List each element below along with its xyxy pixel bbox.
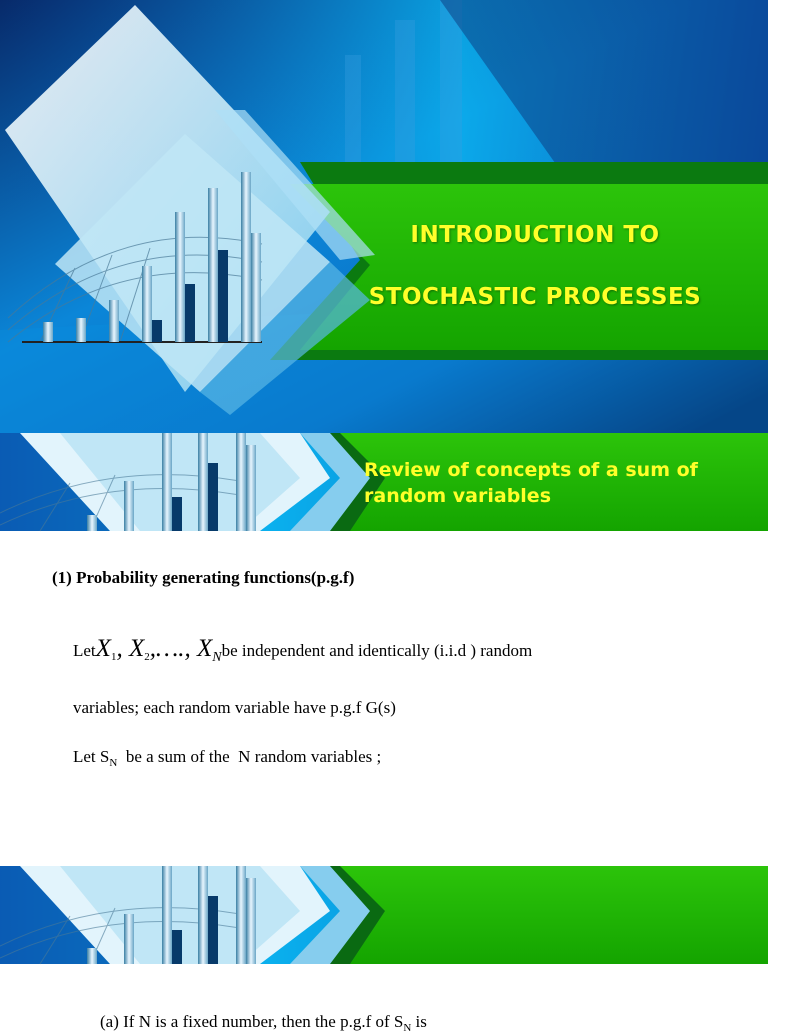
separator: ,	[116, 635, 129, 662]
subscript-2: 2	[144, 651, 150, 663]
x-variable-2: X	[128, 635, 145, 662]
review-slide	[0, 433, 768, 866]
slide-banner	[0, 866, 768, 964]
slide-banner	[0, 433, 768, 531]
let-statement-rest: be independent and identically (i.i.d ) random	[221, 641, 533, 660]
random-variable-sequence	[95, 635, 222, 665]
ellipsis: ,….,	[149, 635, 197, 662]
title-slide-background	[0, 0, 768, 433]
banner-graphic	[0, 866, 768, 964]
sum-statement	[73, 747, 381, 769]
subscript-1: 1	[110, 651, 117, 663]
fixed-n-statement	[100, 1012, 427, 1034]
let-statement	[73, 635, 532, 666]
title-line-1: INTRODUCTION TO	[410, 222, 660, 248]
let-word: Let	[73, 641, 96, 660]
fixed-n-slide	[0, 866, 768, 1034]
fixed-n-suffix: is	[411, 1012, 427, 1031]
section-heading: (1) Probability generating functions(p.g.f)	[52, 568, 355, 587]
fixed-n-prefix: (a) If N is a fixed number, then the p.g.f of S	[100, 1012, 404, 1031]
title-slide	[0, 0, 768, 433]
subscript-n: N	[212, 650, 222, 665]
title-line-2: STOCHASTIC PROCESSES	[368, 284, 702, 310]
banner-title: Review of concepts of a sum of random variables	[364, 459, 698, 507]
fixed-n-subscript: N	[403, 1022, 412, 1034]
sum-suffix: be a sum of the N random variables ;	[117, 747, 382, 766]
pgf-statement: variables; each random variable have p.g.f G(s)	[73, 698, 396, 717]
sum-prefix: Let S	[73, 747, 110, 766]
x-variable-n: X	[196, 635, 213, 662]
sum-subscript: N	[109, 757, 118, 769]
x-variable-1: X	[95, 635, 111, 662]
